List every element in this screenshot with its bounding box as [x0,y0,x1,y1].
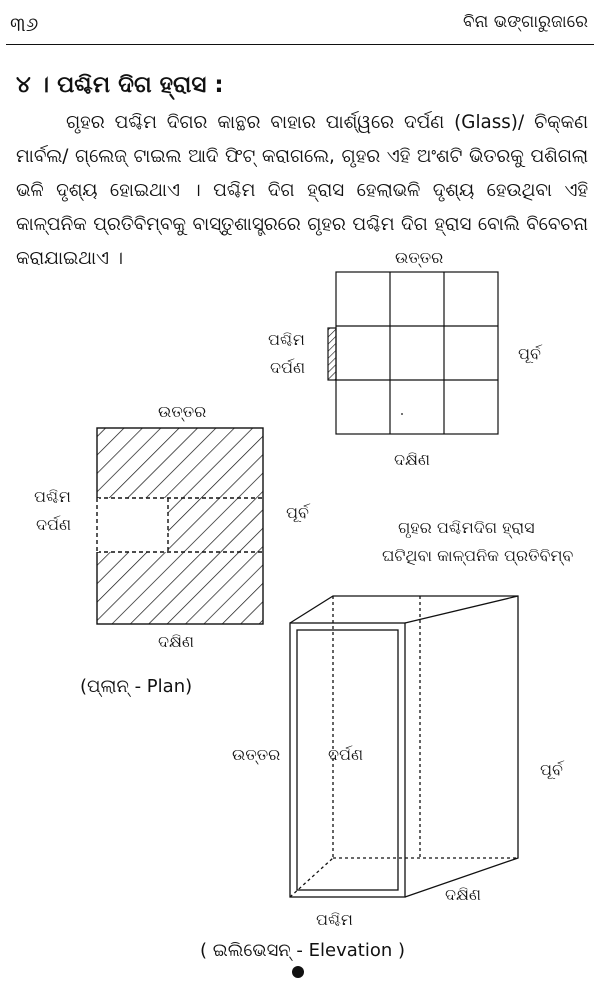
section-heading: ୪ । ପଶ୍ଚିମ ଦିଗ ହ୍ରାସ : [16,72,224,98]
plan-diagram [95,428,263,624]
elevation-note-line2: ଘଟିଥିବା କାଳ୍ପନିକ ପ୍ରତିବିମ୍ବ [382,546,574,565]
grid-west-label: ପଶ୍ଚିମ [268,330,305,349]
grid-mirror-label: ଦର୍ପଣ [270,358,306,377]
elevation-top-edge [405,596,518,623]
grid-outline [336,272,498,434]
plan-west-label: ପଶ୍ଚିମ [34,487,71,506]
elevation-note-line1: ଗୃହର ପଶ୍ଚିମଦିଗ ହ୍ରାସ [398,518,535,537]
plan-mirror-label: ଦର୍ପଣ [36,515,72,534]
elevation-west-label: ପଶ୍ଚିମ [316,910,353,929]
plan-middle-hatch [168,498,263,552]
elevation-mirror-label: ଦର୍ପଣ [328,745,364,764]
elevation-east-label: ପୂର୍ବ [540,760,563,779]
elevation-south-label: ଦକ୍ଷିଣ [445,885,482,904]
plan-bottom-hatch [97,552,263,624]
plan-caption: (ପ୍ଲାନ୍ - Plan) [80,676,193,697]
page-number: ୩୬ [10,12,39,36]
body-paragraph: ଗୃହର ପଶ୍ଚିମ ଦିଗର କାନ୍ଥର ବାହାର ପାର୍ଶ୍ୱରେ ଦର୍ପଣ (Glass)/ ଚିକ୍କଣ ମାର୍ବଲ/ ଗ୍ଲେଜ୍ ଟାଇଲ ଆଦି ଫିଟ୍ କରାଗଲେ, ଗୃହର ଏହି ଅଂଶଟି ଭିତରକୁ ପଶିଗଲା ଭଳି ଦୃଶ୍ୟ ହୋଇଥାଏ । ପଶ୍ଚିମ ଦିଗ ହ୍ରାସ ହେଲାଭଳି ଦୃଶ୍ୟ ହେଉଥିବା ଏହି କାଳ୍ପନିକ ପ୍ରତିବିମ୍ବକୁ ବାସ୍ତୁଶାସ୍ତ୍ରରେ ଗୃହର ପଶ୍ଚିମ ଦିଗ ହ୍ରାସ ବୋଲି ବିବେଚନା କରାଯାଇଥାଏ । [16,112,588,269]
grid-dot [401,413,403,415]
plan-top-hatch [97,428,263,498]
elevation-back-edges [290,596,518,897]
elevation-diagram [290,596,518,897]
grid-south-label: ଦକ୍ଷିଣ [394,450,431,469]
page-dot [292,966,304,978]
grid-north-label: ଉତ୍ତର [395,248,444,267]
elevation-caption: ( ଇଲିଭେସନ୍ - Elevation ) [200,940,405,961]
elevation-north-label: ଉତ୍ତର [232,745,281,764]
grid-diagram [328,272,498,434]
plan-north-label: ଉତ୍ତର [158,402,207,421]
west-mirror-strip [328,328,336,380]
plan-east-label: ପୂର୍ବ [286,503,309,522]
plan-south-label: ଦକ୍ଷିଣ [158,632,195,651]
running-header: ବିନା ଭଙ୍ଗାରୁଜାରେ [463,12,588,32]
grid-east-label: ପୂର୍ବ [518,344,541,363]
